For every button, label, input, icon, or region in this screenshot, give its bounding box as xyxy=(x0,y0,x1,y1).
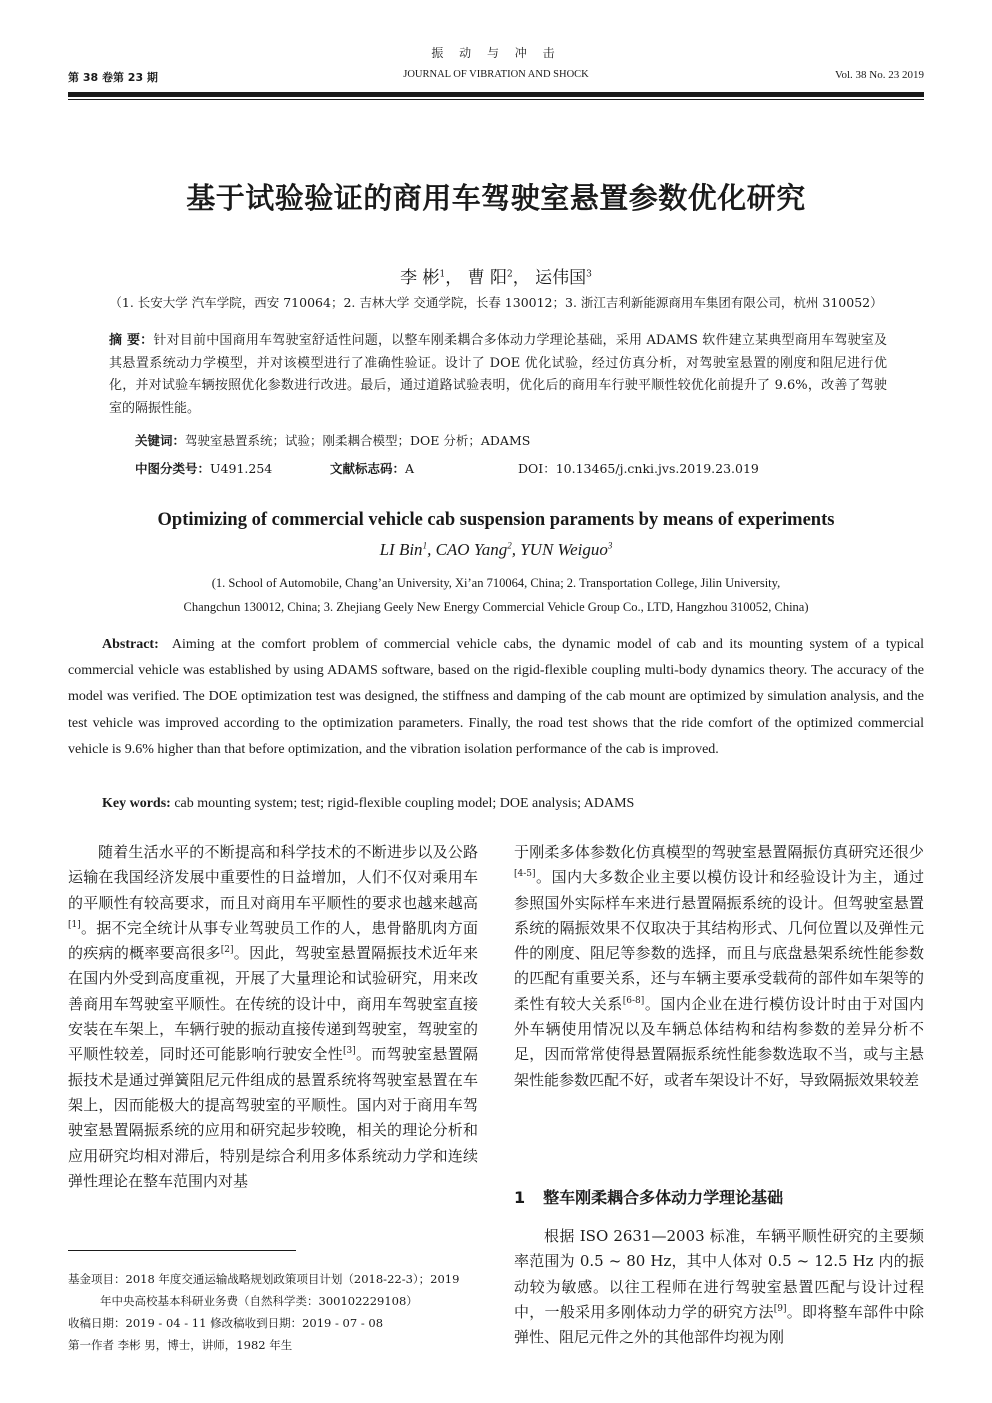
body-paragraph xyxy=(68,840,478,1194)
clc-field xyxy=(135,459,272,477)
volume-issue-en: Vol. 38 No. 23 2019 xyxy=(834,69,924,81)
keywords-en xyxy=(102,796,634,812)
paper-title-cn: 基于试验验证的商用车驾驶室悬置参数优化研究 xyxy=(186,181,806,215)
keywords-cn-label: 关键词： xyxy=(135,433,186,448)
body-text: 于刚柔多体参数化仿真模型的驾驶室悬置隔振仿真研究还很少 xyxy=(514,843,924,861)
body-text: 。据不完全统计从事专业驾驶员工作的人，患骨骼肌肉方面的疾病的概率要高很多 xyxy=(68,918,478,963)
author-affil-mark: 2 xyxy=(507,269,513,280)
volume-issue-cn: 第 38 卷第 23 期 xyxy=(68,71,158,84)
section-heading xyxy=(514,1185,783,1208)
keywords-cn-text: 驾驶室悬置系统；试验；刚柔耦合模型；DOE 分析；ADAMS xyxy=(185,433,531,448)
section-title: 整车刚柔耦合多体动力学理论基础 xyxy=(543,1188,784,1207)
body-text: 。国内企业在进行模仿设计时由于对国内外车辆使用情况以及车辆总体结构和结构参数的差异分析不足，因而常常使得悬置隔振系统性能参数选取不当，或与主悬架性能参数匹配不好，或者车架设计不好，导致隔振效果较差 xyxy=(514,994,924,1089)
keywords-en-label: Key words: xyxy=(102,796,171,811)
citation-ref[interactable]: [4-5] xyxy=(514,869,536,880)
body-text: 。而驾驶室悬置隔振技术是通过弹簧阻尼元件组成的悬置系统将驾驶室悬置在车架上，因而能极大的提高驾驶室的平顺性。国内对于商用车驾驶室悬置隔振系统的应用和研究起步较晚，相关的理论分析和应用研究均相对滞后，特别是综合利用多体系统动力学和连续弹性理论在整车范围内对基 xyxy=(68,1045,478,1190)
header-rule-thick xyxy=(68,92,924,97)
abstract-en-text: Aiming at the comfort problem of commercial vehicle cabs, the dynamic model of cab and its mounting system of a typical commercial vehicle was established by using ADAMS software, based on the rigid-flexible coupling multi-body dynamics theory. The accuracy of the model was verified. The DOE optimization test was designed, the stiffness and damping of the cab mount are optimized by simulation analysis, and the test vehicle was improved according to the optimization parameters. Finally, the road test shows that the ride comfort of the optimized commercial vehicle is 9.6% higher than that before optimization, and the vibration isolation performance of the cab is improved. xyxy=(68,637,924,757)
doc-code-field xyxy=(330,459,414,477)
author-name: 李 彬 xyxy=(400,268,440,288)
paper-title-en: Optimizing of commercial vehicle cab suspension paraments by means of experiments xyxy=(157,510,835,530)
body-column-left xyxy=(68,840,478,1194)
clc-value: U491.254 xyxy=(210,461,273,476)
funding-note: 年中央高校基本科研业务费（自然科学类：300102229108） xyxy=(100,1294,418,1308)
journal-name-cn: 振 动 与 冲 击 xyxy=(431,46,561,60)
author-name-en: CAO Yang xyxy=(435,540,508,559)
citation-ref[interactable]: [9] xyxy=(773,1303,787,1314)
received-dates: 收稿日期：2019 - 04 - 11 修改稿收到日期：2019 - 07 - 08 xyxy=(68,1316,384,1330)
first-author-note: 第一作者 李彬 男，博士，讲师，1982 年生 xyxy=(68,1338,293,1352)
citation-ref[interactable]: [6-8] xyxy=(622,995,645,1006)
author-affil-mark: 3 xyxy=(586,269,592,280)
authors-cn: 李 彬$^1$， 曹 阳$^2$， 运伟国$^3$ xyxy=(400,268,592,288)
affiliation-en-line: Changchun 130012, China; 3. Zhejiang Geely New Energy Commercial Vehicle Group Co., LTD, Hangzhou 310052, China) xyxy=(183,600,809,614)
journal-name-en: JOURNAL OF VIBRATION AND SHOCK xyxy=(403,69,589,80)
body-text: 随着生活水平的不断提高和科学技术的不断进步以及公路运输在我国经济发展中重要性的日益增加，人们不仅对乘用车的平顺性有较高要求，而且对商用车平顺性的要求也越来越高 xyxy=(68,843,478,912)
citation-ref[interactable]: [3] xyxy=(343,1046,356,1057)
author-name: 曹 阳 xyxy=(467,268,508,288)
author-name-en: LI Bin xyxy=(379,540,423,559)
citation-ref[interactable]: [2] xyxy=(220,945,234,956)
body-text: 根据 ISO 2631—2003 标准，车辆平顺性研究的主要频率范围为 0.5 ~ 80 Hz，其中人体对 0.5 ~ 12.5 Hz 内的振动较为敏感。以往工程师在进行驾驶室悬置匹配与设计过程中，一般采用多刚体动力学的研究方法 xyxy=(514,1227,924,1321)
author-name: 运伟国 xyxy=(535,268,587,288)
body-column-right xyxy=(514,840,924,1093)
body-text: 。因此，驾驶室悬置隔振技术近年来在国内外受到高度重视，开展了大量理论和试验研究，用来改善商用车驾驶室平顺性。在传统的设计中，商用车驾驶室直接安装在车架上，车辆行驶的振动直接传递到驾驶室，驾驶室的平顺性较差，同时还可能影响行驶安全性 xyxy=(68,944,478,1064)
keywords-cn xyxy=(135,431,530,449)
abstract-cn xyxy=(109,330,887,420)
affiliation-en xyxy=(90,571,902,619)
abstract-cn-text: 针对目前中国商用车驾驶室舒适性问题，以整车刚柔耦合多体动力学理论基础，采用 ADAMS 软件建立某典型商用车驾驶室及其悬置系统动力学模型，并对该模型进行了准确性验证。设计了 DOE 优化试验，经过仿真分析，对驾驶室悬置的刚度和阻尼进行优化，并对试验车辆按照优化参数进行改进。最后，通过道路试验表明，优化后的商用车行驶平顺性较优化前提升了 9.6%，改善了驾驶室的隔振性能。 xyxy=(109,333,887,416)
citation-ref[interactable]: [1] xyxy=(68,919,81,930)
header-rule-thin xyxy=(68,99,924,100)
footnotes xyxy=(68,1268,488,1356)
author-affil-mark: 1 xyxy=(422,540,428,551)
author-name-en: YUN Weiguo xyxy=(520,540,608,559)
body-text: 。即将整车部件中除弹性、阻尼元件之外的其他部件均视为刚 xyxy=(514,1302,924,1347)
funding-note: 基金项目：2018 年度交通运输战略规划政策项目计划（2018-22-3）；2019 xyxy=(68,1272,460,1286)
footnote-rule xyxy=(68,1250,296,1251)
keywords-en-text: cab mounting system; test; rigid-flexible coupling model; DOE analysis; ADAMS xyxy=(174,796,635,811)
affiliation-en-line: (1. School of Automobile, Chang’an University, Xi’an 710064, China; 2. Transportation College, Jilin University, xyxy=(211,576,781,590)
affiliation-cn: （1. 长安大学 汽车学院，西安 710064；2. 吉林大学 交通学院，长春 130012；3. 浙江吉利新能源商用车集团有限公司，杭州 310052） xyxy=(109,295,883,310)
section-body xyxy=(514,1224,924,1350)
body-paragraph xyxy=(514,1224,924,1350)
author-affil-mark: 2 xyxy=(507,540,512,551)
body-paragraph xyxy=(514,840,924,1093)
clc-label: 中图分类号： xyxy=(135,461,211,476)
author-affil-mark: 1 xyxy=(439,269,446,280)
abstract-en-label: Abstract: xyxy=(102,637,159,652)
author-affil-mark: 3 xyxy=(607,540,613,551)
body-text: 。国内大多数企业主要以模仿设计和经验设计为主，通过参照国外实际样车来进行悬置隔振系统的设计。但驾驶室悬置系统的隔振效果不仅取决于其结构形式、几何位置以及弹性元件的刚度、阻尼等参数的选择，而且与底盘悬架系统性能参数的匹配有重要关系，还与车辆主要承受载荷的部件如车架等的柔性有较大关系 xyxy=(514,868,924,1013)
doc-code-label: 文献标志码： xyxy=(330,461,406,476)
abstract-en xyxy=(68,632,924,763)
doi: DOI：10.13465/j.cnki.jvs.2019.23.019 xyxy=(518,461,759,476)
authors-en: LI Bin$^1$, CAO Yang$^2$, YUN Weiguo$^3$ xyxy=(379,540,613,559)
doc-code-value: A xyxy=(405,461,415,476)
abstract-cn-label: 摘 要： xyxy=(109,333,154,348)
section-number: 1 xyxy=(514,1188,526,1207)
